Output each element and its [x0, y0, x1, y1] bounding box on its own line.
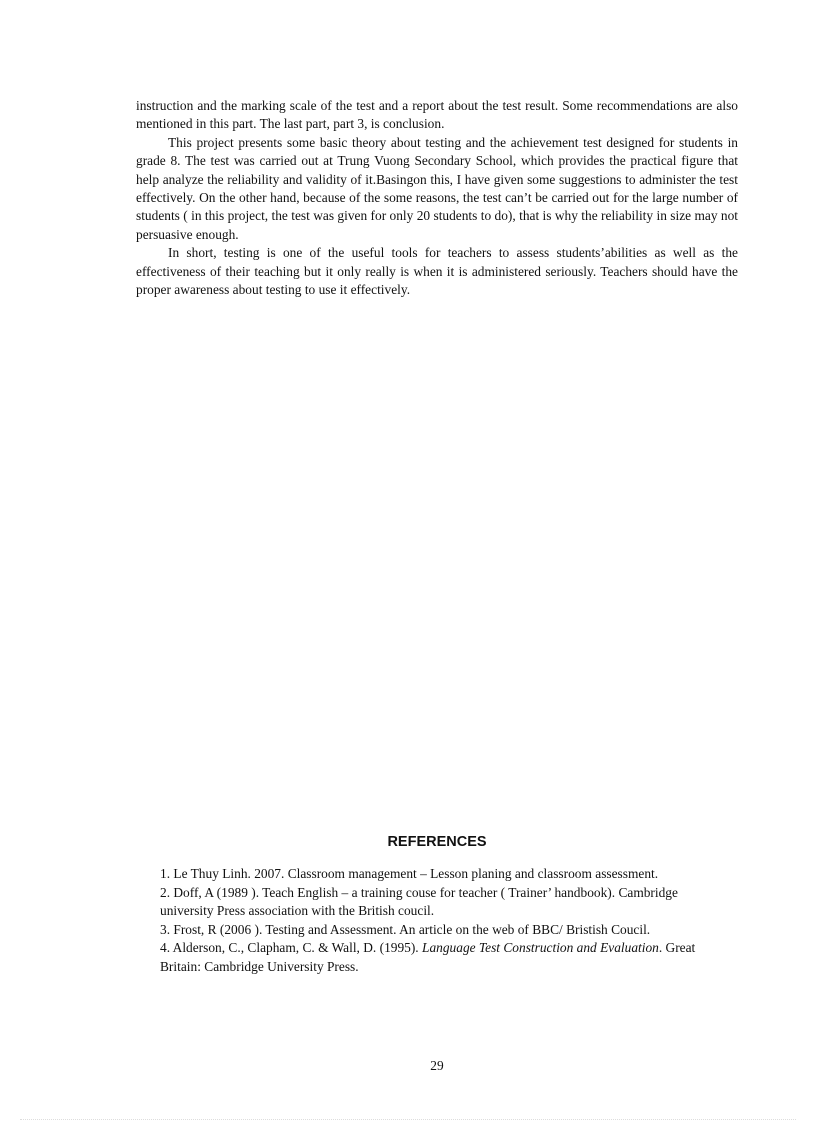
references-heading: REFERENCES — [387, 834, 487, 850]
paragraph-2: This project presents some basic theory about testing and the achievement test designed for students in grade 8. The test was carried out at Trung Vuong Secondary School, which provides the practical figure that help analyze the reliability and validity of it.Basingon this, I have given some suggestions to administer the test effectively. On the other hand, because of the some reasons, the test can’t be carried out for the large number of students ( in this project, the test was given for only 20 students to do), that is why the reliability in size may not persuasive enough. — [136, 134, 738, 242]
paragraph-1: instruction and the marking scale of the test and a report about the test result. Some recommendations are also mentioned in this part. The last part, part 3, is conclusion. — [136, 98, 738, 132]
reference-item-4-title: Language Test Construction and Evaluation — [422, 940, 659, 955]
reference-item-1: 1. Le Thuy Linh. 2007. Classroom management – Lesson planing and classroom assessment. — [160, 866, 659, 881]
page-number: 29 — [430, 1058, 444, 1073]
reference-item-4 — [160, 939, 730, 976]
reference-item-4-publisher: . Great Britain: Cambridge University Press. — [160, 940, 696, 974]
reference-item-3: 3. Frost, R (2006 ). Testing and Assessment. An article on the web of BBC/ Bristish Coucil. — [160, 921, 651, 937]
body-text — [136, 97, 738, 299]
page-bottom-divider — [20, 1119, 796, 1120]
reference-item-4-authors: 4. Alderson, C., Clapham, C. & Wall, D. (1995). — [160, 940, 423, 955]
paragraph-3: In short, testing is one of the useful tools for teachers to assess students’abilities as well as the effectiveness of their teaching but it only really is when it is administered seriously. Teachers should have the proper awareness about testing to use it effectively. — [136, 245, 738, 298]
reference-item-2: 2. Doff, A (1989 ). Teach English – a training couse for teacher ( Trainer’ handbook). Cambridge university Press association with the British coucil. — [160, 884, 678, 918]
references-list — [160, 865, 730, 976]
